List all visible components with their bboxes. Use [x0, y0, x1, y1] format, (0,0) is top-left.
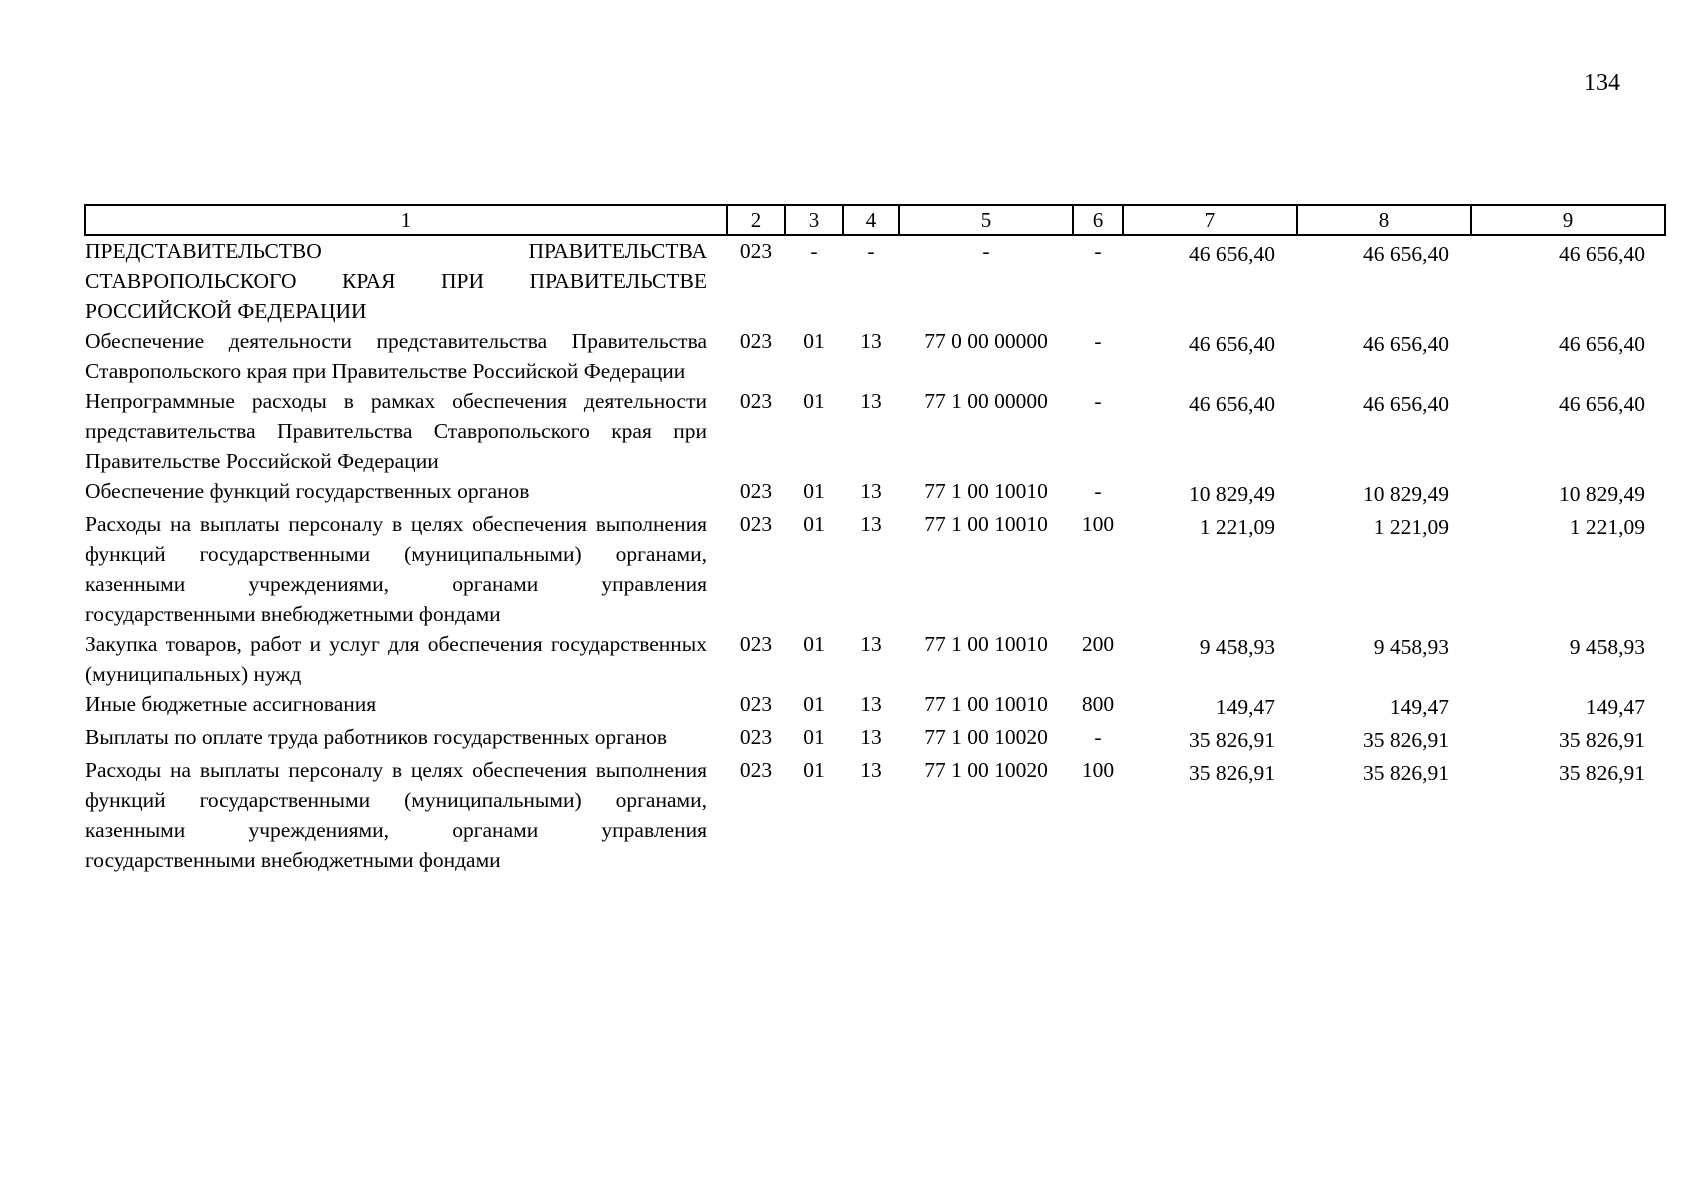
cell-amount-year3: 1 221,09: [1569, 515, 1645, 539]
cell-subsection: -: [867, 239, 875, 263]
cell-grbs: 023: [739, 239, 773, 263]
cell-target-article: 77 1 00 10010: [924, 512, 1048, 536]
row-name: Обеспечение функций государственных органов: [85, 479, 530, 503]
cell-section: -: [810, 239, 818, 263]
cell-amount-year1: 10 829,49: [1189, 482, 1275, 506]
cell-subsection: 13: [860, 632, 882, 656]
cell-expense-type: -: [1094, 239, 1102, 263]
table-row: [85, 629, 1665, 689]
cell-grbs: 023: [739, 725, 773, 749]
cell-target-article: 77 1 00 00000: [924, 389, 1048, 413]
column-header: 7: [1123, 205, 1297, 235]
cell-amount-year1: 46 656,40: [1189, 332, 1275, 356]
cell-amount-year2: 46 656,40: [1363, 242, 1449, 266]
cell-amount-year3: 10 829,49: [1559, 482, 1645, 506]
cell-expense-type: 800: [1081, 692, 1115, 716]
column-header: 9: [1471, 205, 1665, 235]
table-body: [85, 235, 1665, 875]
table-row: [85, 689, 1665, 722]
cell-target-article: 77 1 00 10020: [924, 758, 1048, 782]
cell-amount-year3: 149,47: [1585, 695, 1645, 719]
cell-amount-year1: 1 221,09: [1199, 515, 1275, 539]
cell-target-article: 77 1 00 10020: [924, 725, 1048, 749]
cell-amount-year1: 35 826,91: [1189, 761, 1275, 785]
table-row: [85, 755, 1665, 875]
cell-expense-type: 100: [1081, 758, 1115, 782]
cell-amount-year1: 35 826,91: [1189, 728, 1275, 752]
cell-amount-year2: 1 221,09: [1373, 515, 1449, 539]
cell-expense-type: -: [1094, 389, 1102, 413]
cell-grbs: 023: [739, 389, 773, 413]
cell-amount-year2: 46 656,40: [1363, 392, 1449, 416]
cell-amount-year2: 10 829,49: [1363, 482, 1449, 506]
cell-amount-year1: 46 656,40: [1189, 392, 1275, 416]
cell-amount-year2: 46 656,40: [1363, 332, 1449, 356]
column-header: 1: [85, 205, 727, 235]
cell-expense-type: 100: [1081, 512, 1115, 536]
table-row: [85, 386, 1665, 476]
table-row: [85, 509, 1665, 629]
cell-grbs: 023: [739, 692, 773, 716]
cell-grbs: 023: [739, 632, 773, 656]
cell-section: 01: [803, 692, 825, 716]
row-name: Обеспечение деятельности представительства Правительства Ставропольского края при Правительстве Российской Федерации: [85, 329, 707, 383]
cell-section: 01: [803, 389, 825, 413]
cell-amount-year3: 35 826,91: [1559, 728, 1645, 752]
cell-expense-type: -: [1094, 479, 1102, 503]
row-name: Иные бюджетные ассигнования: [85, 692, 377, 716]
cell-amount-year3: 9 458,93: [1569, 635, 1645, 659]
row-name: ПРЕДСТАВИТЕЛЬСТВО ПРАВИТЕЛЬСТВА СТАВРОПОЛЬСКОГО КРАЯ ПРИ ПРАВИТЕЛЬСТВЕ РОССИЙСКОЙ ФЕДЕРАЦИИ: [85, 239, 707, 323]
table-row: [85, 476, 1665, 509]
cell-target-article: 77 1 00 10010: [924, 632, 1048, 656]
column-header: 6: [1073, 205, 1123, 235]
cell-subsection: 13: [860, 512, 882, 536]
budget-table: [84, 204, 1666, 875]
cell-target-article: 77 1 00 10010: [924, 479, 1048, 503]
row-name: Расходы на выплаты персоналу в целях обеспечения выполнения функций государственными (муниципальными) органами, казенными учреждениями, органами управления государственными внебюджетными фондами: [85, 758, 707, 872]
cell-grbs: 023: [739, 512, 773, 536]
cell-expense-type: 200: [1081, 632, 1115, 656]
cell-subsection: 13: [860, 329, 882, 353]
cell-target-article: 77 0 00 00000: [924, 329, 1048, 353]
cell-expense-type: -: [1094, 329, 1102, 353]
column-header: 5: [899, 205, 1073, 235]
row-name: Расходы на выплаты персоналу в целях обеспечения выполнения функций государственными (муниципальными) органами, казенными учреждениями, органами управления государственными внебюджетными фондами: [85, 512, 707, 626]
table-header-row: [85, 205, 1665, 235]
cell-amount-year3: 46 656,40: [1559, 242, 1645, 266]
cell-subsection: 13: [860, 725, 882, 749]
cell-amount-year1: 46 656,40: [1189, 242, 1275, 266]
row-name: Выплаты по оплате труда работников государственных органов: [85, 725, 668, 749]
cell-subsection: 13: [860, 389, 882, 413]
column-header: 8: [1297, 205, 1471, 235]
cell-amount-year3: 46 656,40: [1559, 332, 1645, 356]
cell-amount-year2: 149,47: [1389, 695, 1449, 719]
cell-amount-year1: 9 458,93: [1199, 635, 1275, 659]
cell-amount-year2: 35 826,91: [1363, 728, 1449, 752]
cell-amount-year3: 35 826,91: [1559, 761, 1645, 785]
table-row: [85, 326, 1665, 386]
cell-amount-year3: 46 656,40: [1559, 392, 1645, 416]
cell-section: 01: [803, 479, 825, 503]
cell-section: 01: [803, 512, 825, 536]
column-header: 4: [843, 205, 899, 235]
cell-target-article: -: [982, 239, 990, 263]
table-row: [85, 235, 1665, 326]
column-header: 2: [727, 205, 785, 235]
cell-section: 01: [803, 632, 825, 656]
cell-amount-year2: 9 458,93: [1373, 635, 1449, 659]
cell-target-article: 77 1 00 10010: [924, 692, 1048, 716]
cell-expense-type: -: [1094, 725, 1102, 749]
cell-grbs: 023: [739, 479, 773, 503]
cell-subsection: 13: [860, 692, 882, 716]
column-header: 3: [785, 205, 843, 235]
cell-section: 01: [803, 725, 825, 749]
cell-grbs: 023: [739, 329, 773, 353]
page-number: 134: [1584, 70, 1620, 96]
cell-subsection: 13: [860, 479, 882, 503]
cell-amount-year1: 149,47: [1215, 695, 1275, 719]
row-name: Непрограммные расходы в рамках обеспечения деятельности представительства Правительства Ставропольского края при Правительстве Российской Федерации: [85, 389, 707, 473]
cell-amount-year2: 35 826,91: [1363, 761, 1449, 785]
cell-grbs: 023: [739, 758, 773, 782]
cell-subsection: 13: [860, 758, 882, 782]
cell-section: 01: [803, 329, 825, 353]
table-row: [85, 722, 1665, 755]
cell-section: 01: [803, 758, 825, 782]
row-name: Закупка товаров, работ и услуг для обеспечения государственных (муниципальных) нужд: [85, 632, 707, 686]
